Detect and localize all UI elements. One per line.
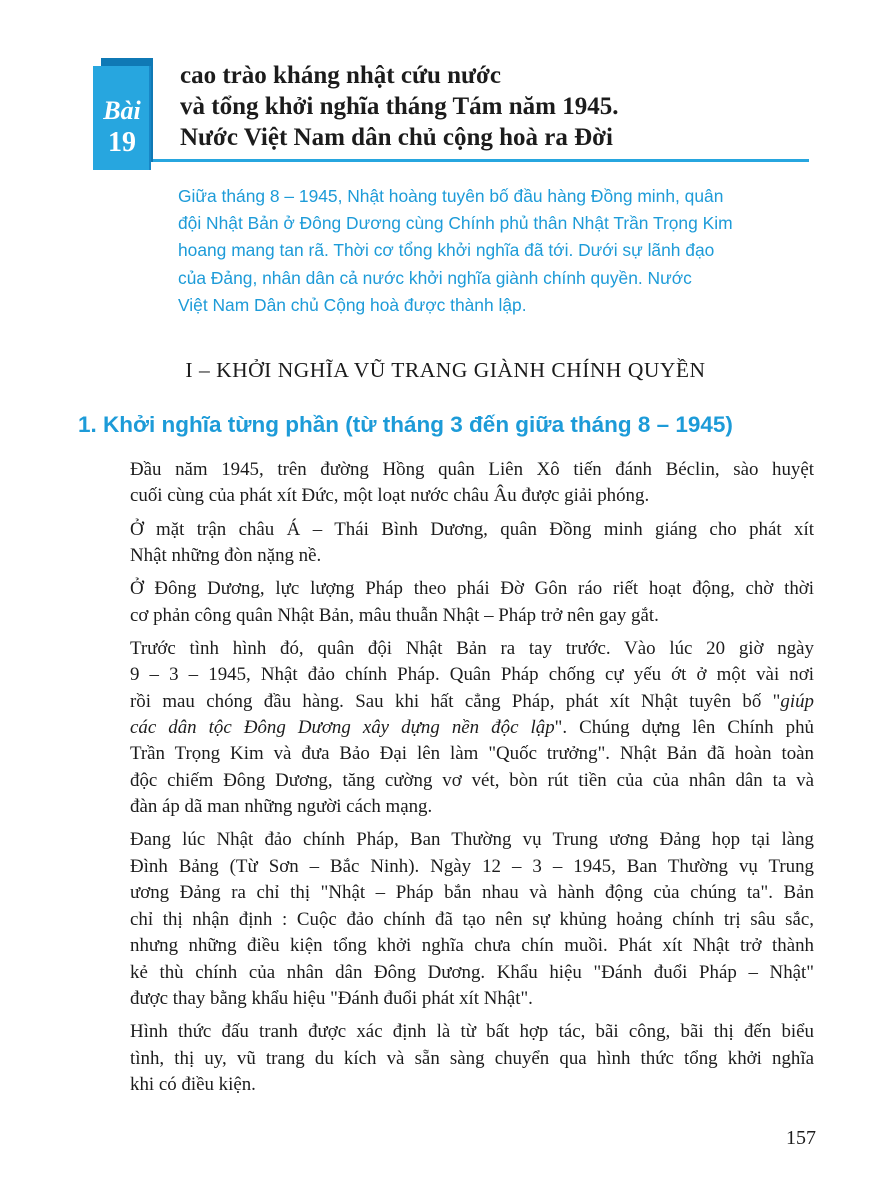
paragraph-text: rồi mau chóng đầu hàng. Sau khi hất cẳng Pháp, phát xít Nhật tuyên bố " (130, 690, 781, 712)
section-heading: I – KHỞI NGHĨA VŨ TRANG GIÀNH CHÍNH QUYỀN (185, 358, 706, 382)
paragraph-line: cơ phản công quân Nhật Bản, mâu thuẫn Nhật – Pháp trở nên gay gắt. (130, 604, 659, 626)
paragraph (78, 827, 814, 1012)
paragraph-text: ". Chúng dựng lên Chính phủ (554, 717, 814, 739)
intro-line: hoang mang tan rã. Thời cơ tổng khởi nghĩa đã tới. Dưới sự lãnh đạo (178, 240, 715, 261)
intro-line: Việt Nam Dân chủ Cộng hoà được thành lập. (178, 294, 527, 315)
lesson-intro (178, 183, 818, 319)
page-number: 157 (786, 1127, 816, 1149)
paragraph-line: khi có điều kiện. (130, 1073, 256, 1095)
paragraph-line: Trước tình hình đó, quân đội Nhật Bản ra tay trước. Vào lúc 20 giờ ngày (130, 637, 814, 659)
paragraph-line: Ở mặt trận châu Á – Thái Bình Dương, quân Đồng minh giáng cho phát xít (130, 518, 814, 540)
paragraph-line: Ở Đông Dương, lực lượng Pháp theo phái Đờ Gôn ráo riết hoạt động, chờ thời (130, 578, 814, 600)
paragraph-line: được thay bằng khẩu hiệu "Đánh đuổi phát xít Nhật". (130, 987, 533, 1009)
paragraph (78, 576, 814, 629)
paragraph-line: đàn áp dã man những người cách mạng. (130, 796, 433, 818)
title-line-3: Nước Việt Nam dân chủ cộng hoà ra Đời (180, 124, 613, 151)
title-underline (153, 159, 809, 162)
title-line-2: và tổng khởi nghĩa tháng Tám năm 1945. (180, 93, 619, 120)
badge-word: Bài (103, 96, 141, 125)
lesson-title (180, 60, 820, 153)
paragraph-line: chỉ thị nhận định : Cuộc đảo chính đã tạo nên sự khủng hoảng chính trị sâu sắc, (130, 908, 814, 930)
paragraph-line: ương Đảng ra chỉ thị "Nhật – Pháp bắn nhau và hành động của chúng ta". Bản (130, 882, 814, 904)
paragraph-line: độc chiếm Đông Dương, tăng cường vơ vét, bòn rút tiền của của nhân dân ta và (130, 769, 814, 791)
paragraph-line: Hình thức đấu tranh được xác định là từ bất hợp tác, bãi công, bãi thị đến biểu (130, 1021, 814, 1043)
paragraph-line: Đầu năm 1945, trên đường Hồng quân Liên Xô tiến đánh Béclin, sào huyệt (130, 459, 814, 480)
paragraph (78, 517, 814, 570)
title-line-1: cao trào kháng nhật cứu nước (180, 62, 501, 89)
paragraph-line: cuối cùng của phát xít Đức, một loạt nước châu Âu được giải phóng. (130, 485, 650, 507)
intro-line: của Đảng, nhân dân cả nước khởi nghĩa giành chính quyền. Nước (178, 267, 692, 288)
paragraph-line: Nhật những đòn nặng nề. (130, 545, 322, 567)
paragraph-line: Đang lúc Nhật đảo chính Pháp, Ban Thường vụ Trung ương Đảng họp tại làng (130, 829, 814, 851)
subsection-heading: 1. Khởi nghĩa từng phần (từ tháng 3 đến giữa tháng 8 – 1945) (78, 412, 733, 437)
paragraph-line (78, 689, 814, 715)
quoted-italic-text: giúp (780, 690, 814, 712)
intro-line: Giữa tháng 8 – 1945, Nhật hoàng tuyên bố đầu hàng Đồng minh, quân (178, 186, 724, 206)
paragraph (78, 636, 814, 821)
body-text (78, 457, 814, 1105)
paragraph-line: Trần Trọng Kim và đưa Bảo Đại lên làm "Quốc trưởng". Nhật Bản đã hoàn toàn (130, 743, 814, 765)
intro-line: đội Nhật Bản ở Đông Dương cùng Chính phủ thân Nhật Trần Trọng Kim (178, 213, 733, 234)
paragraph-line: nhưng những điều kiện tổng khởi nghĩa chưa chín muồi. Phát xít Nhật trở thành (130, 935, 814, 957)
badge-number: 19 (108, 127, 136, 158)
paragraph-line: tình, thị uy, vũ trang du kích và sẵn sàng chuyển qua hình thức tổng khởi nghĩa (130, 1047, 814, 1069)
lesson-badge (93, 58, 153, 170)
paragraph-line: kẻ thù chính của nhân dân Đông Dương. Khẩu hiệu "Đánh đuổi Pháp – Nhật" (130, 961, 814, 983)
paragraph-line (78, 715, 814, 741)
paragraph-line: 9 – 3 – 1945, Nhật đảo chính Pháp. Quân Pháp chống cự yếu ớt ở một vài nơi (130, 664, 814, 686)
badge-front-panel (93, 66, 149, 170)
paragraph-line: Đình Bảng (Từ Sơn – Bắc Ninh). Ngày 12 – 3 – 1945, Ban Thường vụ Trung (130, 855, 814, 877)
quoted-italic-text: các dân tộc Đông Dương xây dựng nền độc lập (130, 717, 555, 739)
paragraph (78, 457, 814, 510)
paragraph (78, 1019, 814, 1098)
